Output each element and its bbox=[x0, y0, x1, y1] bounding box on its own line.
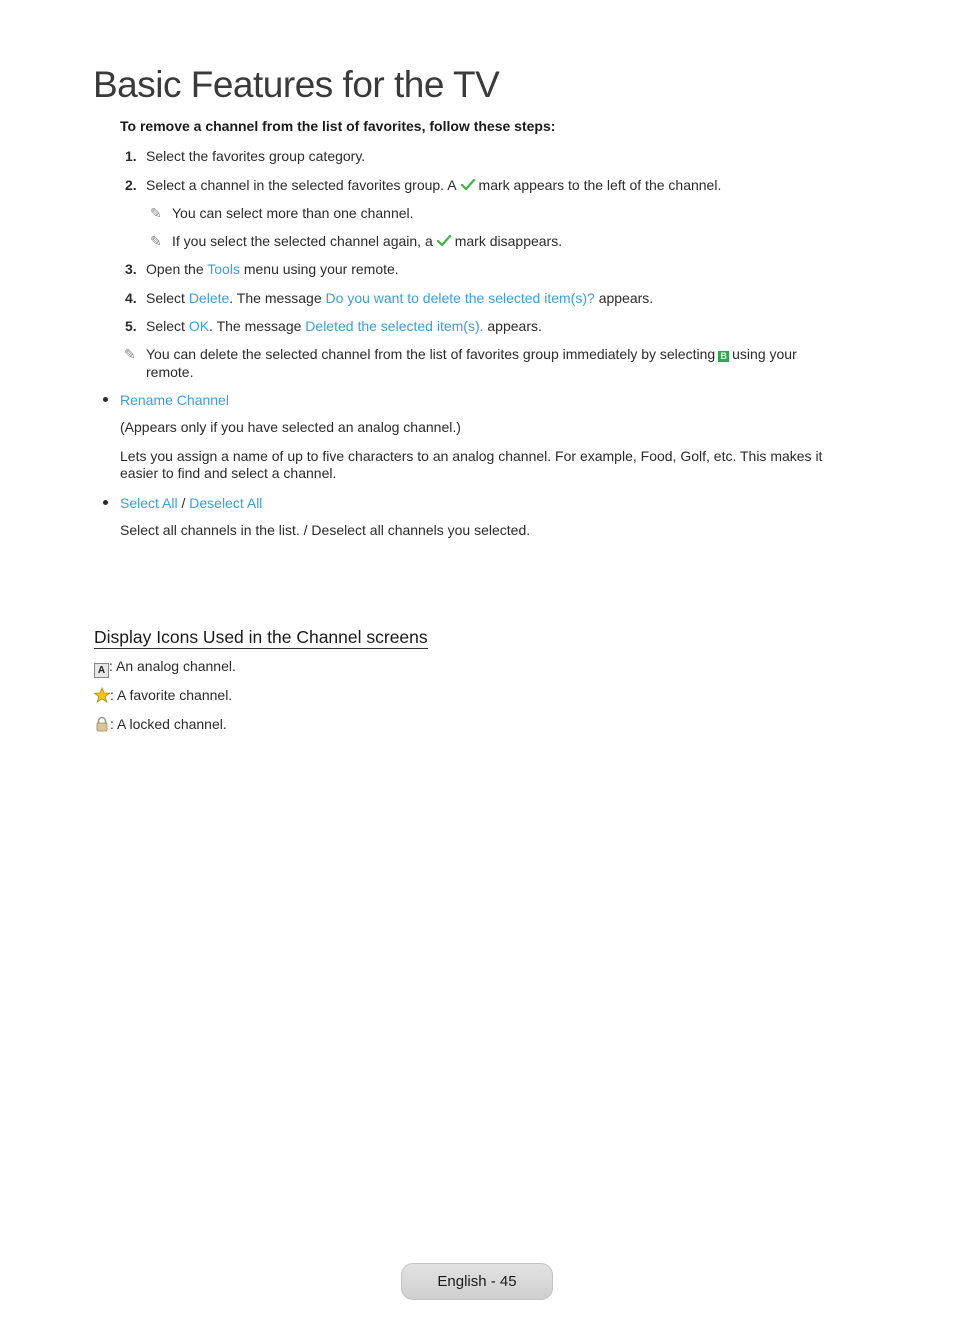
step-text-before: Select bbox=[146, 290, 185, 306]
note-text-before: If you select the selected channel again, a bbox=[172, 233, 433, 249]
bullet-icon bbox=[103, 397, 108, 402]
bullet-icon bbox=[103, 500, 108, 505]
step-text bbox=[146, 176, 721, 194]
locked-channel-text: : A locked channel. bbox=[110, 716, 227, 732]
step-text-before: Select a channel in the selected favorites group. A bbox=[146, 177, 457, 193]
note-text-after: mark disappears. bbox=[454, 233, 563, 249]
favorite-channel-row bbox=[94, 686, 232, 704]
check-mark-icon bbox=[460, 178, 476, 192]
step-text-after: mark appears to the left of the channel. bbox=[478, 177, 722, 193]
deleted-message-link[interactable]: Deleted the selected item(s). bbox=[305, 318, 484, 334]
select-all-description: Select all channels in the list. / Deselect all channels you selected. bbox=[120, 522, 531, 538]
step-text: Select the favorites group category. bbox=[146, 148, 366, 164]
step-text-before: Open the bbox=[146, 261, 204, 277]
note-text-after: using your bbox=[732, 346, 797, 362]
note-multiple-select bbox=[150, 204, 414, 222]
note-text: You can select more than one channel. bbox=[172, 205, 414, 221]
section-title: Display Icons Used in the Channel screens bbox=[94, 627, 428, 647]
step-number: 1. bbox=[125, 148, 137, 164]
step-number: 5. bbox=[125, 318, 137, 334]
pencil-note-icon: ✎ bbox=[150, 233, 162, 249]
star-icon bbox=[94, 687, 110, 703]
step-text-after: menu using your remote. bbox=[243, 261, 399, 277]
favorite-channel-text: : A favorite channel. bbox=[110, 687, 233, 703]
tools-link[interactable]: Tools bbox=[207, 261, 240, 277]
deselect-all-link[interactable]: Deselect All bbox=[189, 495, 263, 511]
analog-channel-icon: A bbox=[94, 663, 109, 678]
note-deselect bbox=[150, 232, 562, 250]
select-all-heading bbox=[120, 494, 262, 512]
step-text-middle: . The message bbox=[229, 290, 322, 306]
pencil-note-icon: ✎ bbox=[150, 205, 162, 221]
b-button-icon: B bbox=[718, 351, 729, 362]
note-text-before: You can delete the selected channel from the list of favorites group immediately by selecting bbox=[146, 346, 716, 362]
analog-channel-row bbox=[94, 657, 236, 678]
page-title: Basic Features for the TV bbox=[93, 64, 500, 105]
check-mark-icon bbox=[436, 234, 452, 248]
note-b-button-continued: remote. bbox=[146, 364, 194, 380]
step-number: 3. bbox=[125, 261, 137, 277]
step-text-after: appears. bbox=[487, 318, 542, 334]
step-text-before: Select bbox=[146, 318, 185, 334]
step-text bbox=[146, 289, 653, 307]
step-number: 2. bbox=[125, 177, 137, 193]
rename-channel-description: Lets you assign a name of up to five characters to an analog channel. For example, Food, Golf, etc. This makes it easier to find and select a channel. bbox=[120, 448, 823, 481]
delete-link[interactable]: Delete bbox=[188, 290, 230, 306]
select-all-link[interactable]: Select All bbox=[120, 495, 178, 511]
note-b-button bbox=[124, 345, 797, 363]
analog-channel-text: : An analog channel. bbox=[109, 658, 236, 674]
step-text bbox=[146, 317, 542, 335]
ok-link[interactable]: OK bbox=[188, 318, 210, 334]
rename-channel-note: (Appears only if you have selected an analog channel.) bbox=[120, 419, 461, 435]
intro-text: To remove a channel from the list of favorites, follow these steps: bbox=[120, 118, 556, 134]
step-text bbox=[146, 260, 399, 278]
locked-channel-row bbox=[94, 715, 227, 733]
step-text-after: appears. bbox=[598, 290, 654, 306]
rename-channel-link[interactable]: Rename Channel bbox=[120, 392, 229, 408]
separator: / bbox=[181, 495, 186, 511]
page-number-footer: English - 45 bbox=[401, 1263, 553, 1300]
step-number: 4. bbox=[125, 290, 137, 306]
delete-confirm-message-link[interactable]: Do you want to delete the selected item(s)? bbox=[325, 290, 595, 306]
step-text-middle: . The message bbox=[209, 318, 302, 334]
lock-icon bbox=[94, 716, 110, 732]
pencil-note-icon: ✎ bbox=[124, 346, 136, 362]
